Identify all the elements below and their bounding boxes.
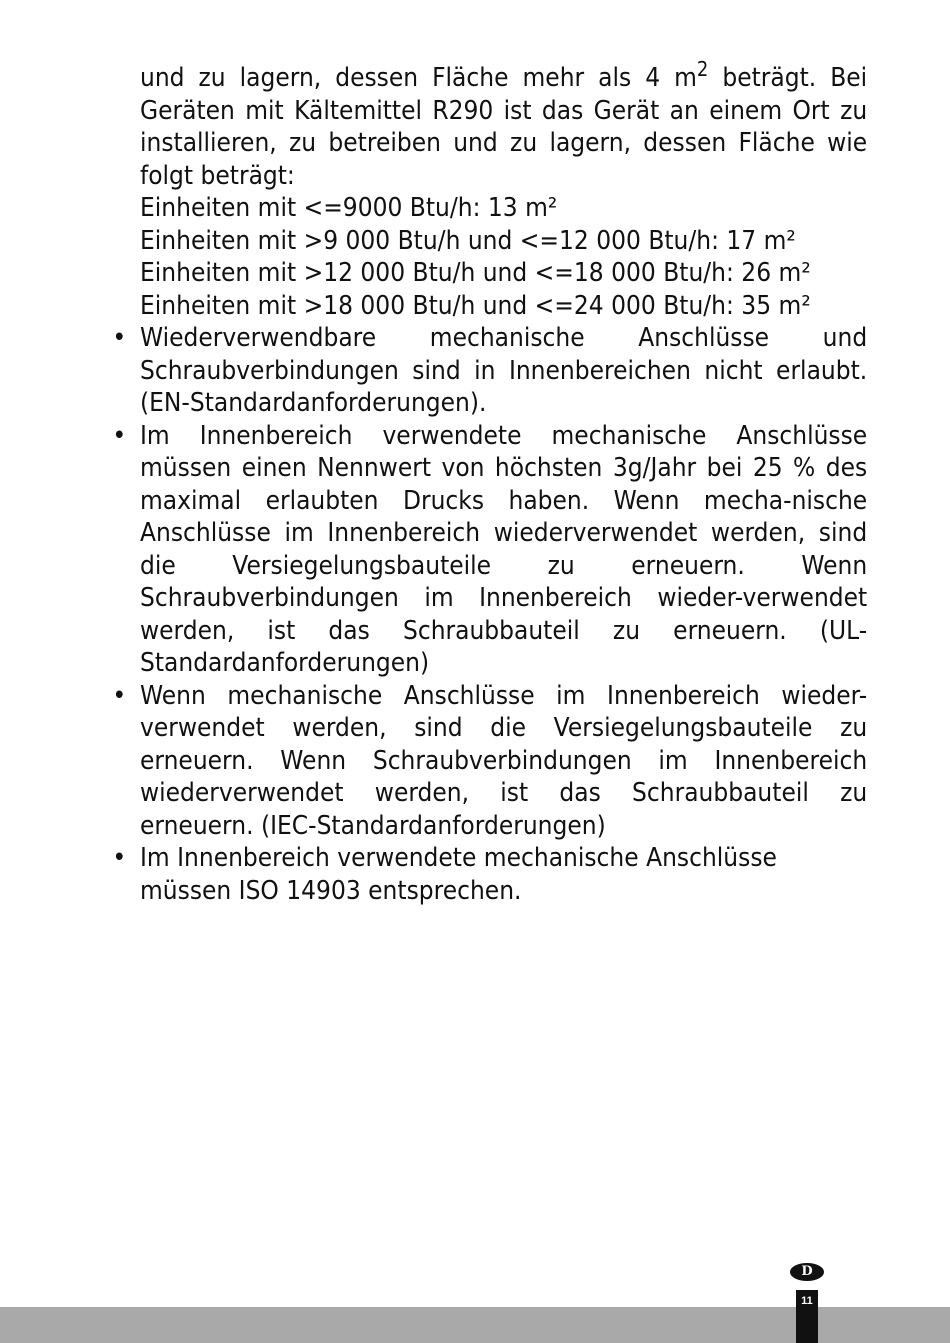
list-item [112,842,867,907]
page-number: 11 [801,1295,813,1307]
requirements-list [112,322,868,907]
intro-line1-post: beträgt. Bei [708,63,868,93]
language-badge: D [790,1263,824,1281]
list-item-text: Wenn mechanische Anschlüsse im Innenbereich wieder-verwendet werden, sind die Versiegelungsbauteile zu erneuern. Wenn Schraubverbindungen im Innenbereich wiederverwendet werden, ist das Schraubbauteil zu erneuern. (IEC-Standardanforderungen) [140,680,868,841]
list-item-text: Im Innenbereich verwendete mechanische Anschlüsse müssen einen Nennwert von höchsten 3g/Jahr bei 25 % des maximal erlaubten Drucks haben. Wenn mecha-nische Anschlüsse im Innenbereich wiederverwendet werden, sind die Versiegelungsbauteile zu erneuern. Wenn Schraubverbindungen im Innenbereich wieder-verwendet werden, ist das Schraubbauteil zu erneuern. (UL-Standardanforderungen) [140,420,868,678]
intro-rest: Geräten mit Kältemittel R290 ist das Gerät an einem Ort zu installieren, zu betreiben und zu lagern, dessen Fläche wie folgt beträgt: [140,95,868,191]
bullet-icon: • [112,323,127,353]
superscript-two: 2 [696,57,709,81]
bullet-icon: • [112,420,127,451]
bullet-icon: • [112,843,127,873]
units-list [140,192,867,322]
page-tab [796,1290,818,1343]
list-item [112,420,868,680]
unit-line-4: Einheiten mit >18 000 Btu/h und <=24 000 Btu/h: 35 m² [140,290,811,321]
list-item [112,680,868,843]
unit-line-1: Einheiten mit <=9000 Btu/h: 13 m² [140,193,558,223]
intro-paragraph [140,57,868,192]
unit-line-2: Einheiten mit >9 000 Btu/h und <=12 000 Btu/h: 17 m² [140,225,796,256]
list-item-text: Im Innenbereich verwendete mechanische Anschlüsse müssen ISO 14903 entsprechen. [140,843,777,906]
list-item [112,322,868,420]
unit-line-3: Einheiten mit >12 000 Btu/h und <=18 000 Btu/h: 26 m² [140,258,811,288]
bullet-icon: • [112,680,127,711]
list-item-text: Wiederverwendbare mechanische Anschlüsse und Schraubverbindungen sind in Innenbereichen nicht erlaubt. (EN-Standardanforderungen). [140,323,868,418]
intro-line1-pre: und zu lagern, dessen Fläche mehr als 4 m [140,63,697,93]
document-body [112,57,868,907]
